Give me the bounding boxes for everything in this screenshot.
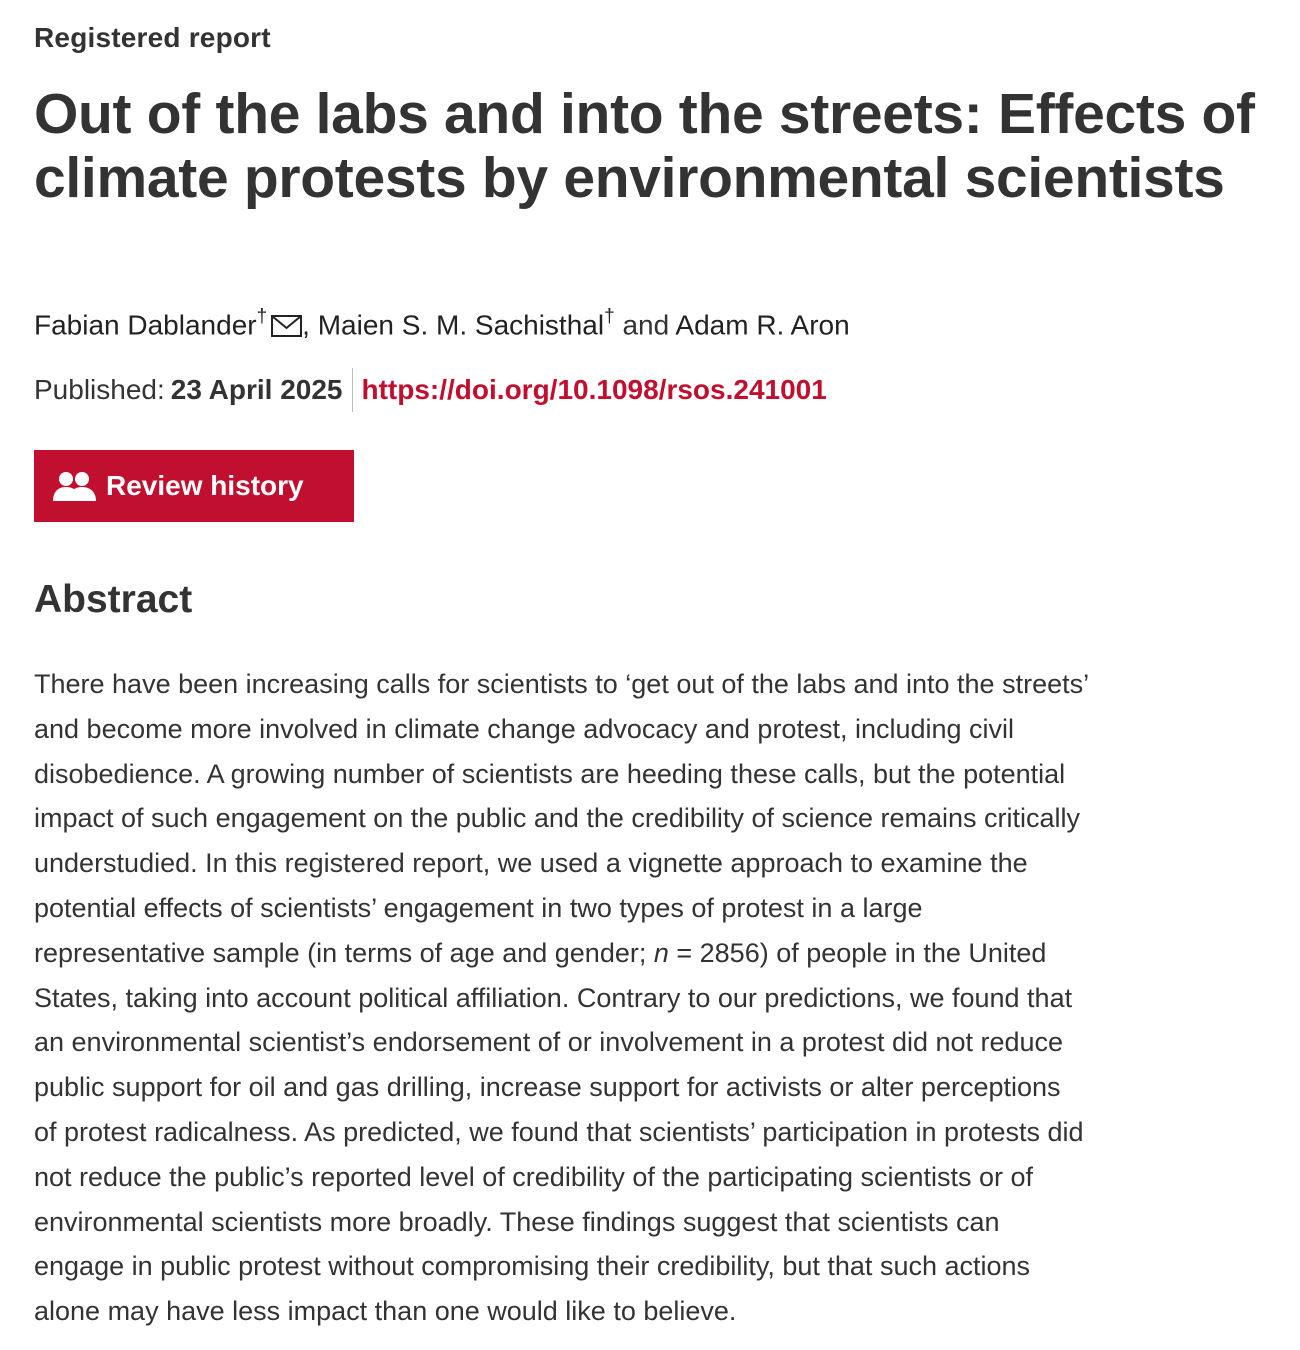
- abstract-line: an environmental scientist’s endorsement of or involvement in a protest did not reduce: [34, 1027, 1064, 1058]
- sample-size-variable: n: [653, 937, 669, 968]
- published-label: Published:: [34, 374, 165, 405]
- abstract-body: [34, 662, 1279, 1334]
- author-name-3[interactable]: Adam R. Aron: [675, 309, 850, 341]
- published-date: 23 April 2025: [170, 374, 343, 405]
- abstract-text-segment: representative sample (in terms of age and gender;: [34, 937, 654, 968]
- doi-link[interactable]: https://doi.org/10.1098/rsos.241001: [361, 374, 827, 405]
- abstract-line: of protest radicalness. As predicted, we found that scientists’ participation in protests did: [34, 1116, 1084, 1147]
- author-name-2[interactable]: Maien S. M. Sachisthal: [317, 309, 605, 341]
- author-separator: ,: [302, 309, 310, 341]
- divider: [352, 368, 353, 412]
- abstract-line: engage in public protest without compromising their credibility, but that such actions: [34, 1251, 1031, 1282]
- abstract-line: There have been increasing calls for scientists to ‘get out of the labs and into the streets’: [34, 669, 1090, 699]
- review-history-label: Review history: [106, 470, 304, 501]
- review-history-button[interactable]: [34, 450, 354, 522]
- abstract-line: potential effects of scientists’ engagement in two types of protest in a large: [34, 892, 923, 923]
- email-icon[interactable]: [271, 312, 302, 344]
- author-name-1[interactable]: Fabian Dablander: [34, 309, 257, 341]
- author-conjunction: and: [622, 309, 670, 341]
- abstract-line: and become more involved in climate change advocacy and protest, including civil: [34, 713, 1015, 744]
- author-list: [34, 308, 850, 344]
- article-title: Out of the labs and into the streets: Effects of climate protests by environmental scientists: [34, 82, 1255, 210]
- abstract-heading: Abstract: [34, 578, 193, 621]
- abstract-line: [34, 931, 1279, 976]
- article-type-label: Registered report: [34, 22, 271, 53]
- abstract-line: impact of such engagement on the public and the credibility of science remains critically: [34, 803, 1081, 834]
- abstract-line: disobedience. A growing number of scientists are heeding these calls, but the potential: [34, 758, 1066, 789]
- author-mark-2: †: [604, 306, 615, 327]
- abstract-line: environmental scientists more broadly. These findings suggest that scientists can: [34, 1206, 1000, 1237]
- abstract-line: not reduce the public’s reported level of credibility of the participating scientists or of: [34, 1161, 1034, 1192]
- abstract-line: understudied. In this registered report, we used a vignette approach to examine the: [34, 848, 1028, 879]
- abstract-line: public support for oil and gas drilling, increase support for activists or alter perceptions: [34, 1072, 1061, 1103]
- publication-info: [34, 368, 827, 412]
- abstract-text-segment: = 2856) of people in the United: [668, 937, 1047, 968]
- abstract-line: States, taking into account political affiliation. Contrary to our predictions, we found that: [34, 982, 1073, 1013]
- author-mark-1: †: [256, 306, 268, 327]
- people-icon: [52, 471, 98, 501]
- abstract-line: alone may have less impact than one would like to believe.: [34, 1296, 737, 1327]
